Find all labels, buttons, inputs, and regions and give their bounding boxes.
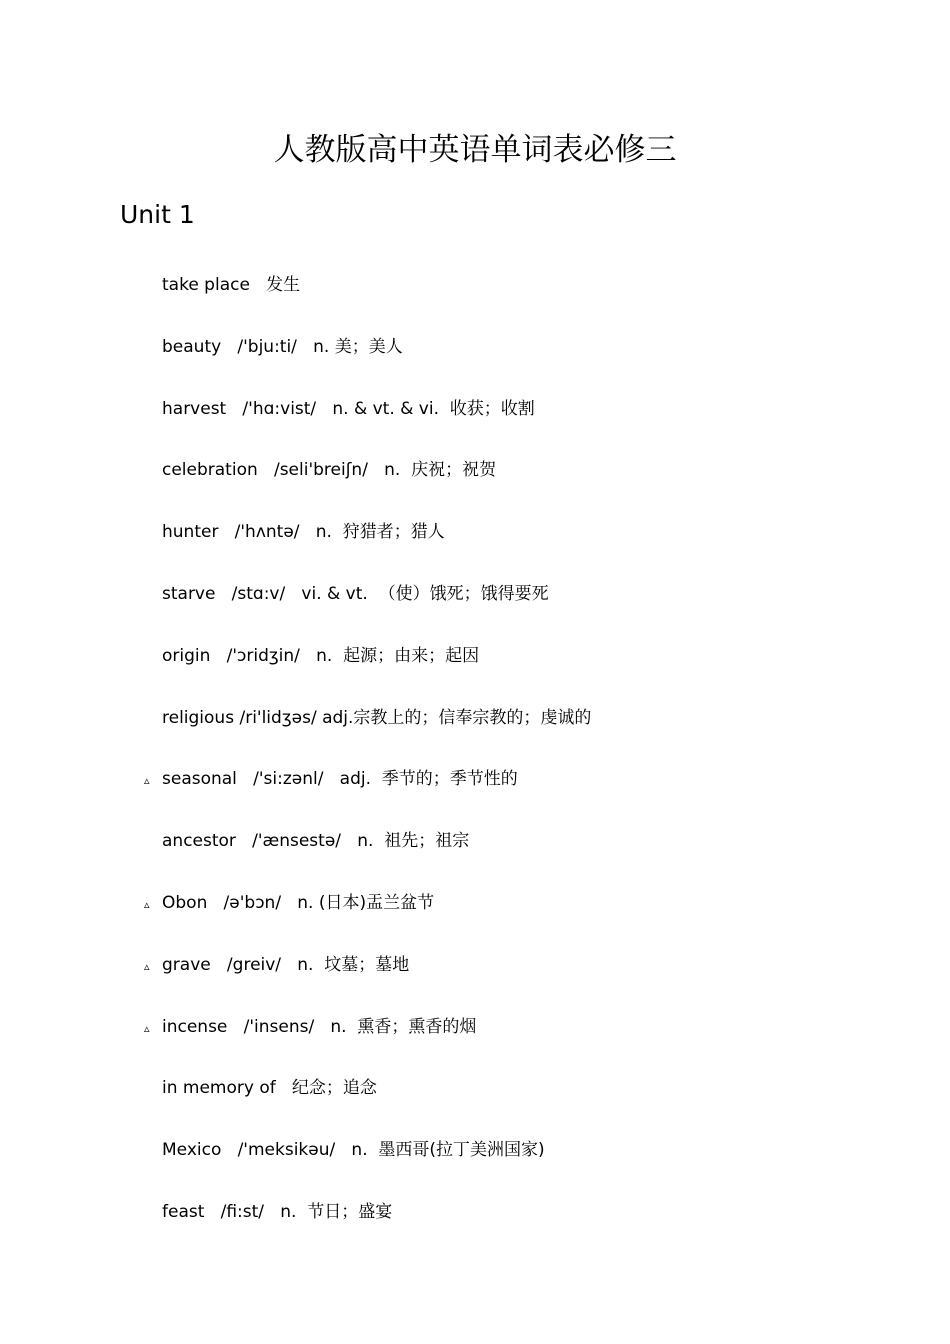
vocabulary-list — [144, 270, 904, 1259]
vocab-entry-mexico — [144, 1135, 904, 1197]
vocab-entry-text: Obon /ə'bɔn/ n. (日本)盂兰盆节 — [162, 892, 435, 913]
vocab-entry-text: origin /'ɔridʒin/ n. 起源；由来；起因 — [162, 645, 480, 666]
vocab-entry-in-memory-of — [144, 1073, 904, 1135]
vocab-entry-religious — [144, 703, 904, 765]
vocab-entry-ancestor — [144, 826, 904, 888]
vocab-entry-harvest — [144, 394, 904, 456]
vocab-entry-incense — [144, 1012, 904, 1074]
vocab-entry-feast — [144, 1197, 904, 1259]
vocab-entry-hunter — [144, 517, 904, 579]
vocab-entry-beauty — [144, 332, 904, 394]
vocab-entry-text: beauty /'bju:ti/ n. 美；美人 — [162, 336, 403, 357]
vocab-entry-starve — [144, 579, 904, 641]
vocab-entry-text: grave /greiv/ n. 坟墓；墓地 — [162, 954, 410, 975]
vocab-entry-text: starve /stɑ:v/ vi. & vt. （使）饿死；饿得要死 — [162, 583, 549, 604]
vocab-entry-take-place — [144, 270, 904, 332]
vocab-entry-text: celebration /seli'breiʃn/ n. 庆祝；祝贺 — [162, 460, 497, 481]
vocab-entry-text: hunter /'hʌntə/ n. 狩猎者；猎人 — [162, 522, 445, 543]
vocab-entry-celebration — [144, 455, 904, 517]
vocab-entry-obon — [144, 888, 904, 950]
optional-word-marker-icon: ▵ — [144, 897, 150, 911]
optional-word-marker-icon: ▵ — [144, 774, 150, 788]
vocab-entry-grave — [144, 950, 904, 1012]
optional-word-marker-icon: ▵ — [144, 1021, 150, 1035]
page-title: 人教版高中英语单词表必修三 — [273, 132, 677, 168]
vocab-entry-text: take place 发生 — [162, 275, 301, 295]
vocab-entry-origin — [144, 641, 904, 703]
vocab-entry-text: incense /'insens/ n. 熏香；熏香的烟 — [162, 1016, 477, 1037]
vocab-entry-text: Mexico /'meksikəu/ n. 墨西哥(拉丁美洲国家) — [162, 1140, 545, 1161]
vocab-entry-seasonal — [144, 764, 904, 826]
vocab-entry-text: harvest /'hɑ:vist/ n. & vt. & vi. 收获；收割 — [162, 398, 535, 419]
vocab-entry-text: feast /fi:st/ n. 节日；盛宴 — [162, 1201, 393, 1222]
vocab-entry-text: seasonal /'si:zənl/ adj. 季节的；季节性的 — [162, 769, 518, 790]
vocab-entry-text: ancestor /'ænsestə/ n. 祖先；祖宗 — [162, 831, 470, 852]
unit-heading: Unit 1 — [120, 200, 195, 229]
vocab-entry-text: religious /ri'lidʒəs/ adj.宗教上的；信奉宗教的；虔诚的 — [162, 707, 592, 728]
optional-word-marker-icon: ▵ — [144, 959, 150, 973]
vocab-entry-text: in memory of 纪念；追念 — [162, 1078, 377, 1099]
